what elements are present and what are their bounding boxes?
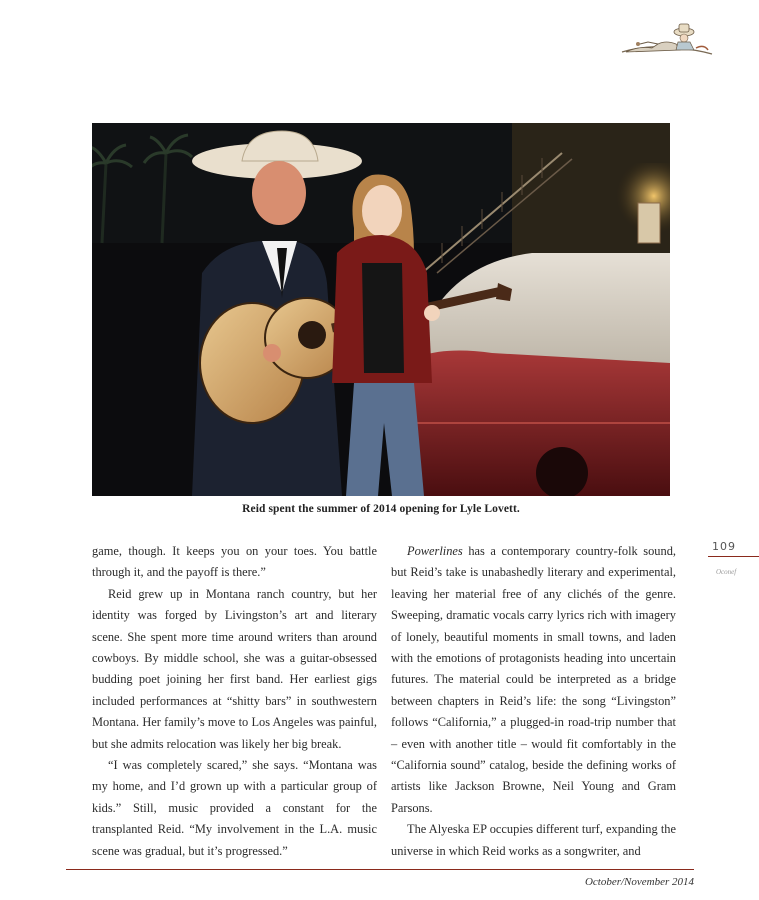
footer-rule [66, 869, 694, 870]
paragraph: Reid grew up in Montana ranch country, but her identity was forged by Livingston’s art and literary scene. She spent more time around writers than around cowboys. By middle school, she was a guitar-obsessed budding poet joining her first band. Her earliest gigs included performances at “shitty bars” in southwestern Montana. Her family’s move to Los Angeles was painful, but she admits relocation was likely her big break. [92, 586, 377, 751]
page-number: 109 [712, 540, 736, 553]
paragraph [391, 541, 676, 819]
article-photo [92, 123, 670, 496]
margin-note: Oconef [716, 568, 737, 576]
paragraph-text: has a contemporary country-folk sound, but Reid’s take is unabashedly literary and experimental, leaving her material free of any clichés of the genre. Sweeping, dramatic vocals carry lyrics rich with imagery of lonely, beautiful moments in small towns, and laden with the emotions of protagonists heading into uncertain futures. The material could be interpreted as a bridge between chapters in Reid’s life: the song “Livingston” follows “California,” a plugged-in road-trip number that – even with another title – would fit comfortably in the “California sound” catalog, beside the defining works of artists like Jackson Browne, Neil Young and Gram Parsons. [391, 544, 676, 815]
album-title: Powerlines [407, 544, 463, 558]
article-column-left [92, 541, 377, 862]
issue-date: October/November 2014 [584, 876, 694, 888]
page-number-rule [708, 556, 759, 557]
paragraph: “I was completely scared,” she says. “Montana was my home, and I’d grown up with a particular group of kids.” Still, music provided a constant for the transplanted Reid. “My involvement in the L.A. music scene was gradual, but it’s progressed.” [92, 758, 377, 858]
article-column-right [391, 541, 676, 862]
paragraph: game, though. It keeps you on your toes. You battle through it, and the payoff is there.” [92, 544, 377, 580]
photo-caption: Reid spent the summer of 2014 opening for Lyle Lovett. [242, 503, 520, 515]
paragraph: The Alyeska EP occupies different turf, expanding the universe in which Reid works as a songwriter, and [391, 822, 676, 858]
cowboy-illustration [618, 14, 714, 60]
